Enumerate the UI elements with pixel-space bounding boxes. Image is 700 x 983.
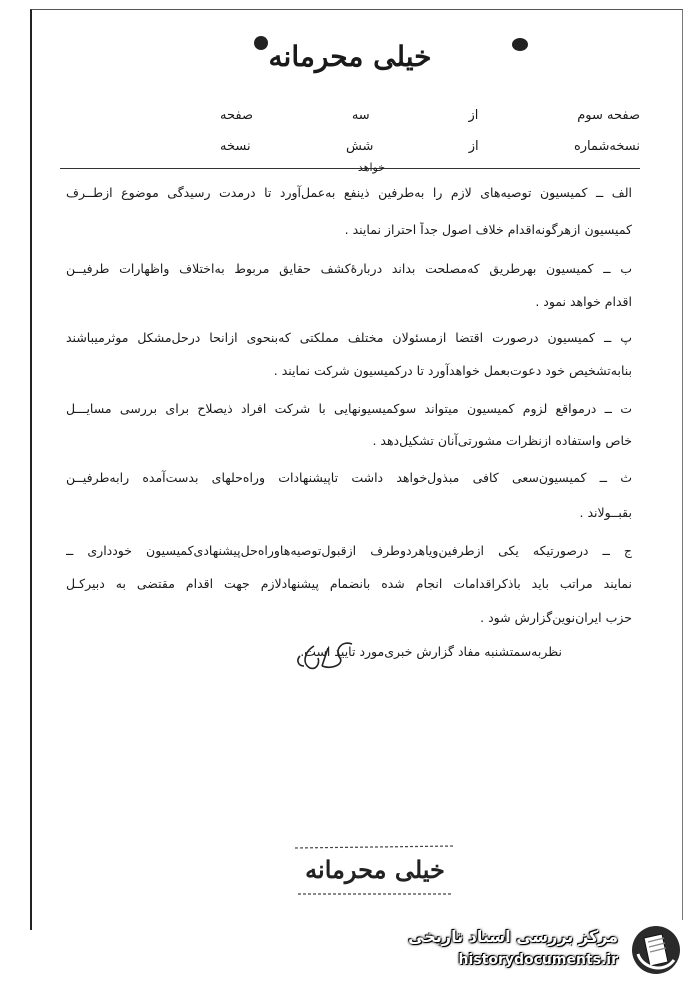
- body-line: اقدام خواهد نمود .: [535, 294, 632, 309]
- body-line: حزب ایران‌نوین‌گزارش شود .: [480, 610, 632, 625]
- body-line: ب ــ کمیسیون بهرطریق که‌مصلحت بداند دربارهٔ‌کشف حقایق مربوط به‌اختلاف واظهارات طرفیــن: [66, 261, 632, 276]
- body-line: پ ــ کمیسیون درصورت اقتضا ازمسئولان مختلف مملکتی که‌بنحوی ازانحا درحل‌مشکل موثرمیباشند: [66, 330, 632, 345]
- body-line: بقبــولاند .: [579, 505, 632, 520]
- body-line: الف ــ کمیسیون توصیه‌های لازم را به‌طرفین ذینفع به‌عمل‌آورد تا درمدت رسیدگی موضوع ازطــرف: [66, 185, 632, 200]
- page-number-row: [220, 108, 640, 123]
- body-line: کمیسیون ازهرگونه‌اقدام خلاف اصول جداً احتراز نمایند .: [344, 222, 632, 237]
- handwritten-signature: [292, 636, 362, 676]
- watermark-logo: [408, 920, 690, 980]
- classification-stamp: خیلی محرمانه: [305, 855, 445, 884]
- classification-title: خیلی محرمانه: [268, 40, 432, 73]
- page-label: صفحه سوم: [577, 108, 640, 123]
- body-line: ت ــ درمواقع لزوم کمیسیون میتواند سوکمیسیونهایی با شرکت افراد ذیصلاح برای بررسی مسایـــل: [66, 401, 632, 416]
- watermark-name: مرکز بررسی اسناد تاریخی: [408, 927, 618, 946]
- page-word: صفحه: [220, 108, 253, 123]
- page-of: از: [468, 108, 479, 123]
- copy-word: نسخه: [220, 139, 251, 154]
- header-divider: [60, 168, 640, 169]
- body-line: خاص واستفاده ازنظرات مشورتی‌آنان تشکیل‌دهد .: [372, 433, 632, 448]
- approval-line: نظربه‌سمتشنبه مفاد گزارش خبری‌مورد تایید است.: [300, 644, 562, 659]
- copy-label: نسخه‌شماره: [573, 139, 640, 154]
- copy-number-row: [220, 139, 640, 154]
- copy-total: شش: [345, 139, 374, 154]
- watermark-url: historydocuments.ir: [458, 952, 618, 968]
- document-archive-icon: [628, 924, 684, 976]
- body-line: ج ــ درصورتیکه یکی ازطرفین‌ویاهردوطرف ازقبول‌توصیه‌هاوراه‌حل‌پیشنهادی‌کمیسیون خودداری ــ: [66, 543, 632, 558]
- copy-of: از: [468, 139, 479, 154]
- body-line: ث ــ کمیسیون‌سعی کافی مبذول‌خواهد داشت تاپیشنهادات وراه‌حلهای بدست‌آمده رابه‌طرفیــن: [66, 470, 632, 485]
- body-line: بنابه‌تشخیص خود دعوت‌بعمل خواهدآورد تا درکمیسیون شرکت نمایند .: [273, 363, 632, 378]
- body-line: نمایند مراتب باید باذکراقدامات انجام شده بانضمام پیشنهادلازم جهت اقدام مقتضی به دبیرکـل: [66, 576, 632, 591]
- handwritten-insert: خواهد: [357, 161, 385, 174]
- page-total: سه: [351, 108, 370, 123]
